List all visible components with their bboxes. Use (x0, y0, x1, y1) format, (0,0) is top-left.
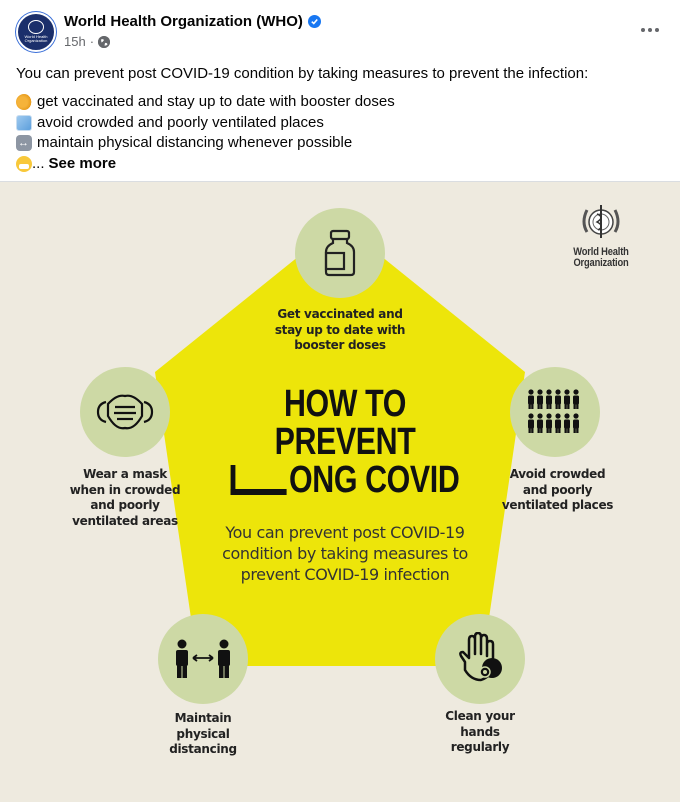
headline (229, 385, 461, 499)
post-line-text: maintain physical distancing whenever possible (37, 134, 353, 152)
avatar-text: World Health Organization (24, 33, 48, 43)
l-bracket-shape (231, 465, 287, 495)
vaccine-vial-icon (320, 228, 360, 278)
see-more-link[interactable]: See more (48, 154, 117, 172)
post-line (16, 113, 666, 134)
caption-vaccinated: Get vaccinated and stay up to date with booster doses (274, 307, 406, 352)
caption-distancing: Maintain physical distancing (169, 711, 237, 756)
who-emblem-icon (28, 20, 44, 34)
who-emblem-icon (579, 202, 623, 242)
post-lead-text: You can prevent post COVID-19 condition by taking measures to prevent the infection: (16, 65, 589, 82)
face-mask-icon (92, 392, 158, 432)
post-image-infographic[interactable] (0, 181, 680, 802)
page-name-link[interactable] (64, 13, 321, 30)
post-line (16, 154, 666, 175)
more-dot-icon (655, 28, 659, 32)
who-logo-line1: World Health (573, 246, 629, 258)
headline-line1: HOW TO (283, 383, 406, 425)
post-line (16, 92, 666, 113)
post-text (16, 64, 666, 174)
face-with-medical-mask-icon (16, 156, 32, 172)
post-line-text: avoid crowded and poorly ventilated places (37, 113, 324, 131)
vaccine-circle (295, 208, 385, 298)
headline-line3 (229, 461, 461, 499)
hand-washing-icon (455, 632, 505, 686)
caption-clean-hands: Clean your hands regularly (445, 709, 515, 754)
more-dot-icon (648, 28, 652, 32)
ellipsis: ... (32, 154, 45, 172)
caption-wear-mask: Wear a mask when in crowded and poorly ventilated areas (69, 467, 181, 528)
infographic-subtext: You can prevent post COVID-19 condition by taking measures to prevent COVID-19 infection (222, 523, 468, 584)
left-right-arrow-icon (16, 135, 32, 151)
distancing-circle (158, 614, 248, 704)
headline-line3-text: ONG COVID (289, 459, 460, 501)
flexed-biceps-icon (16, 94, 32, 110)
window-icon (16, 115, 32, 131)
post-line (16, 133, 666, 154)
mask-circle (80, 367, 170, 457)
post-line-text: get vaccinated and stay up to date with booster doses (37, 93, 395, 111)
caption-avoid-crowded: Avoid crowded and poorly ventilated places (501, 467, 614, 512)
hands-circle (435, 614, 525, 704)
crowd-icon (527, 389, 583, 435)
verified-badge-icon (308, 15, 321, 28)
post-header (0, 0, 680, 56)
more-dot-icon (641, 28, 645, 32)
who-logo (562, 202, 640, 269)
more-options-button[interactable] (636, 16, 664, 44)
meta-separator: · (89, 34, 95, 49)
headline-line2: PREVENT (274, 421, 416, 463)
crowd-circle (510, 367, 600, 457)
globe-icon[interactable] (98, 36, 110, 48)
avatar[interactable] (16, 12, 56, 52)
post-time[interactable]: 15h (64, 34, 86, 49)
author-name: World Health Organization (WHO) (64, 13, 303, 30)
physical-distancing-icon (173, 639, 233, 679)
post-meta (64, 34, 110, 49)
who-logo-line2: Organization (573, 257, 629, 269)
